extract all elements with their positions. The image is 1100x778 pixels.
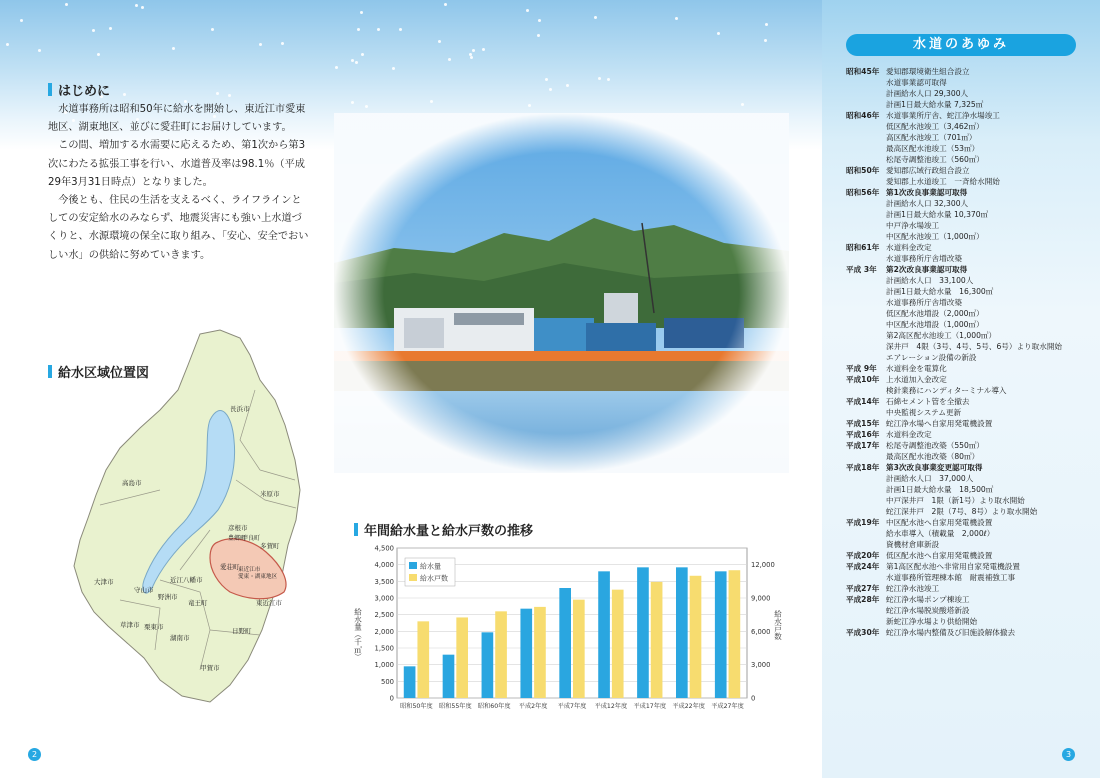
intro-paragraph: 水道事務所は昭和50年に給水を開始し、東近江市愛東地区、湖東地区、並びに愛荘町にお届けしています。 (48, 104, 306, 134)
history-era (846, 121, 886, 132)
map-label: 多賀町 (260, 542, 280, 550)
history-row (846, 572, 1086, 583)
bar-households (729, 570, 741, 698)
sparkle (472, 49, 475, 52)
map-label: 高島市 (122, 479, 142, 487)
history-text: 計画1日最大給水量 10,370㎥ (886, 210, 989, 219)
history-era (846, 275, 886, 286)
heading-marker (48, 83, 52, 96)
history-era: 平成14年 (846, 397, 880, 406)
sparkle (65, 3, 68, 6)
sparkle (228, 94, 231, 97)
sparkle (444, 3, 447, 6)
history-era: 平成20年 (846, 551, 880, 560)
map-label: 草津市 (120, 621, 140, 629)
history-era (846, 132, 886, 143)
history-era (846, 352, 886, 363)
history-row (846, 176, 1086, 187)
history-row (846, 308, 1086, 319)
bar-supply-volume (559, 588, 571, 698)
history-row (846, 253, 1086, 264)
y-tick-label-left: 2,000 (374, 627, 394, 636)
sparkle (109, 27, 112, 30)
bar-households (456, 617, 468, 698)
x-tick-label: 昭和50年度 (400, 703, 433, 710)
sparkle (335, 66, 338, 69)
history-text: 第2次改良事業認可取得 (886, 265, 968, 274)
map-label: 豊郷町 (228, 535, 247, 542)
history-row (846, 528, 1086, 539)
history-list (846, 66, 1086, 638)
y-tick-label-right: 9,000 (751, 594, 771, 603)
map-label: 東近江市 (256, 599, 282, 607)
page-number-left: 2 (28, 748, 41, 761)
history-row (846, 198, 1086, 209)
y-tick-label-left: 1,500 (374, 644, 394, 653)
history-text: 資機材倉庫新設 (886, 540, 940, 549)
history-era (846, 616, 886, 627)
sparkle (549, 88, 552, 91)
history-text: 第1次改良事業認可取得 (886, 188, 968, 197)
sparkle (607, 78, 610, 81)
history-era (846, 605, 886, 616)
history-row (846, 473, 1086, 484)
history-text: 第1高区配水池へ非常用自家発電機設置 (886, 562, 1020, 571)
history-era (846, 286, 886, 297)
legend-label-supply: 給水量 (420, 562, 441, 571)
chart-title: 年間給水量と給水戸数の推移 (364, 524, 534, 539)
history-era: 平成19年 (846, 518, 880, 527)
bar-supply-volume (482, 632, 494, 698)
history-era (846, 539, 886, 550)
history-era (846, 231, 886, 242)
history-row (846, 231, 1086, 242)
map-label: 東近江市 愛東・湖東地区 (238, 567, 278, 580)
history-row (846, 132, 1086, 143)
sparkle (135, 4, 138, 7)
prefecture-shape (74, 330, 300, 702)
history-era (846, 484, 886, 495)
intro-heading-text: はじめに (58, 84, 111, 99)
sparkle (123, 93, 126, 96)
map-label: 米原市 (260, 490, 280, 498)
x-tick-label: 平成22年度 (672, 703, 705, 710)
history-era: 平成16年 (846, 430, 880, 439)
sparkle (92, 29, 95, 32)
history-text: 蛇江浄水場内整備及び旧施設解体撤去 (886, 628, 1016, 637)
history-era: 昭和61年 (846, 243, 880, 252)
bar-supply-volume (443, 655, 455, 698)
y-tick-label-right: 12,000 (751, 561, 775, 570)
history-text: 最高区配水池改築（80㎥） (886, 452, 980, 461)
history-text: 水道料金を電算化 (886, 364, 947, 373)
sparkle (598, 77, 601, 80)
legend-label-households: 給水戸数 (420, 574, 448, 583)
history-era: 昭和46年 (846, 111, 880, 120)
y-axis-title-right: 給水戸数 (773, 610, 783, 640)
history-row (846, 484, 1086, 495)
history-row (846, 616, 1086, 627)
history-row (846, 88, 1086, 99)
history-era (846, 341, 886, 352)
sparkle (675, 17, 678, 20)
history-text: 蛇江浄水池竣工 (886, 584, 940, 593)
history-text: 検針業務にハンディターミナル導入 (886, 386, 1007, 395)
sparkle (528, 104, 531, 107)
history-era (846, 176, 886, 187)
y-tick-label-left: 0 (389, 694, 394, 703)
history-row (846, 627, 1086, 638)
history-row (846, 187, 1086, 198)
history-text: 計画給水人口 29,300人 (886, 89, 969, 98)
history-text: エアレーション設備の新設 (886, 353, 977, 362)
bar-supply-volume (404, 666, 416, 698)
history-text: 第3次改良事業変更認可取得 (886, 463, 983, 472)
x-tick-label: 平成7年度 (557, 703, 587, 710)
sparkle (717, 32, 720, 35)
sparkle (141, 6, 144, 9)
history-text: 中区配水池竣工（1,000㎥） (886, 232, 984, 241)
sparkle (361, 53, 364, 56)
history-text: 最高区配水池竣工（53㎥） (886, 144, 980, 153)
history-text: 水道事務所管理棟本館 耐震補強工事 (886, 573, 1016, 582)
heading-marker (48, 365, 52, 378)
history-row (846, 66, 1086, 77)
sparkle (430, 100, 433, 103)
history-text: 愛知郡上水道竣工 一斉給水開始 (886, 177, 1000, 186)
bar-households (495, 611, 507, 698)
history-era (846, 330, 886, 341)
y-tick-label-right: 0 (751, 694, 756, 703)
sparkle (281, 42, 284, 45)
history-text: 松尾寺調整池竣工（560㎥） (886, 155, 985, 164)
sparkle (172, 47, 175, 50)
history-text: 低区配水池竣工（3,462㎥） (886, 122, 984, 131)
y-tick-label-left: 500 (381, 677, 394, 686)
sparkle (545, 78, 548, 81)
history-era (846, 88, 886, 99)
history-text: 深井戸 4限（3号、4号、5号、6号）より取水開始 (886, 342, 1063, 351)
bar-supply-volume (637, 567, 649, 698)
map-label: 大津市 (94, 578, 114, 586)
sparkle (399, 28, 402, 31)
sparkle (538, 19, 541, 22)
x-tick-label: 平成12年度 (594, 703, 628, 710)
sparkle (765, 23, 768, 26)
intro-paragraph: 今後とも、住民の生活を支えるべく、ライフラインとしての安定給水のみならず、地震災害にも強い上水道づくりと、水源環境の保全に取り組み、「安心、安全でおいしい水」の供給に努めていきます。 (48, 195, 309, 261)
sparkle (351, 101, 354, 104)
sparkle (259, 43, 262, 46)
map-label: 日野町 (232, 627, 252, 635)
history-row (846, 264, 1086, 275)
history-row (846, 154, 1086, 165)
bar-supply-volume (715, 571, 727, 698)
y-tick-label-left: 1,000 (374, 661, 394, 670)
sparkle (365, 105, 368, 108)
sparkle (526, 9, 529, 12)
history-row (846, 352, 1086, 363)
y-tick-label-right: 6,000 (751, 627, 771, 636)
history-text: 新蛇江浄水場より供給開始 (886, 617, 978, 626)
map-label: 湖南市 (170, 634, 190, 642)
bar-supply-volume (520, 609, 532, 698)
chart-heading (354, 520, 533, 539)
history-row (846, 121, 1086, 132)
history-text: 上水道加入金改定 (886, 375, 947, 384)
history-text: 低区配水池へ自家用発電機設置 (886, 551, 993, 560)
sparkle (20, 19, 23, 22)
bar-households (651, 582, 663, 698)
sparkle (355, 61, 358, 64)
y-tick-label-left: 3,000 (374, 594, 394, 603)
history-row (846, 77, 1086, 88)
history-row (846, 110, 1086, 121)
history-era (846, 407, 886, 418)
sparkle (38, 49, 41, 52)
chart-svg (350, 540, 783, 720)
sparkle (216, 92, 219, 95)
history-era (846, 297, 886, 308)
y-tick-label-right: 3,000 (751, 661, 771, 670)
sparkle (537, 34, 540, 37)
map-label: 甲良町 (242, 535, 261, 542)
intro-heading (48, 80, 110, 99)
y-tick-label-left: 4,500 (374, 544, 394, 553)
history-row (846, 429, 1086, 440)
history-row (846, 517, 1086, 528)
history-text: 石綿セメント管を全撤去 (886, 397, 970, 406)
sparkle (211, 28, 214, 31)
history-row (846, 495, 1086, 506)
map-heading-text: 給水区域位置図 (58, 366, 150, 381)
history-era (846, 253, 886, 264)
history-text: 中央監視システム更新 (886, 408, 962, 417)
y-tick-label-left: 4,000 (374, 561, 394, 570)
sparkle (594, 16, 597, 19)
x-tick-label: 昭和55年度 (439, 703, 472, 710)
history-era: 平成 3年 (846, 265, 877, 274)
history-row (846, 297, 1086, 308)
history-era: 昭和56年 (846, 188, 880, 197)
history-row (846, 99, 1086, 110)
history-era (846, 528, 886, 539)
sparkle (566, 84, 569, 87)
history-era (846, 209, 886, 220)
history-era: 平成 9年 (846, 364, 877, 373)
history-text: 中戸深井戸 1限（新1号）より取水開始 (886, 496, 1025, 505)
history-era: 平成17年 (846, 441, 880, 450)
history-text: 水道事業認可取得 (886, 78, 947, 87)
map-label: 彦根市 (228, 524, 248, 532)
history-row (846, 286, 1086, 297)
history-era (846, 143, 886, 154)
map-label: 栗東市 (144, 623, 164, 631)
history-text: 水道料金改定 (886, 430, 932, 439)
history-era: 平成24年 (846, 562, 880, 571)
history-text: 高区配水池竣工（701㎥） (886, 133, 977, 142)
history-era: 平成30年 (846, 628, 880, 637)
history-row (846, 605, 1086, 616)
history-era (846, 220, 886, 231)
history-era: 平成28年 (846, 595, 880, 604)
history-row (846, 583, 1086, 594)
intro-paragraph: この間、増加する水需要に応えるため、第1次から第3次にわたる拡張工事を行い、水道普及率は98.1％（平成29年3月31日時点）となりました。 (48, 140, 306, 188)
bar-supply-volume (676, 567, 688, 698)
bar-households (612, 590, 624, 698)
y-tick-label-left: 3,500 (374, 577, 394, 586)
history-row (846, 550, 1086, 561)
sparkle (438, 40, 441, 43)
history-era (846, 385, 886, 396)
sparkle (357, 28, 360, 31)
x-tick-label: 平成17年度 (633, 703, 667, 710)
history-era (846, 308, 886, 319)
sparkle (6, 43, 9, 46)
sparkle (470, 56, 473, 59)
supply-chart (350, 540, 783, 720)
history-row (846, 418, 1086, 429)
history-text: 給水車導入（積載量 2,000ℓ） (886, 529, 995, 538)
sparkle (351, 59, 354, 62)
sparkle (741, 103, 744, 106)
history-era (846, 495, 886, 506)
history-era: 平成27年 (846, 584, 880, 593)
history-row (846, 385, 1086, 396)
water-plant-photo (334, 113, 789, 473)
history-era (846, 198, 886, 209)
history-row (846, 319, 1086, 330)
bar-households (534, 607, 546, 698)
sparkle (377, 28, 380, 31)
x-tick-label: 平成2年度 (518, 703, 548, 710)
history-title: 水道のあゆみ (846, 34, 1076, 56)
history-era: 平成10年 (846, 375, 880, 384)
sparkle (482, 48, 485, 51)
map-label: 近江八幡市 (170, 576, 203, 584)
history-text: 中戸浄水場竣工 (886, 221, 940, 230)
intro-text (48, 101, 310, 265)
bar-households (573, 600, 585, 698)
history-era: 平成15年 (846, 419, 880, 428)
history-text: 水道事務所庁舎増改築 (886, 254, 962, 263)
history-text: 中区配水池へ自家用発電機設置 (886, 518, 993, 527)
y-tick-label-left: 2,500 (374, 611, 394, 620)
history-era (846, 451, 886, 462)
legend-swatch-supply (409, 562, 417, 569)
history-row (846, 165, 1086, 176)
history-row (846, 440, 1086, 451)
sparkle (392, 67, 395, 70)
history-era: 昭和50年 (846, 166, 880, 175)
history-era (846, 319, 886, 330)
history-row (846, 451, 1086, 462)
sparkle (764, 39, 767, 42)
map-label: 野洲市 (158, 593, 178, 601)
history-row (846, 220, 1086, 231)
history-row (846, 275, 1086, 286)
history-row (846, 363, 1086, 374)
history-text: 愛知郡広域行政組合設立 (886, 166, 970, 175)
sparkle (448, 58, 451, 61)
history-row (846, 341, 1086, 352)
page-number-right: 3 (1062, 748, 1075, 761)
history-row (846, 506, 1086, 517)
heading-marker (354, 523, 358, 536)
history-row (846, 374, 1086, 385)
history-text: 計画給水人口 33,100人 (886, 276, 974, 285)
history-text: 第2高区配水池竣工（1,000㎥） (886, 331, 997, 340)
map-label: 竜王町 (188, 599, 208, 607)
history-text: 松尾寺調整池改築（550㎥） (886, 441, 985, 450)
history-era (846, 154, 886, 165)
history-text: 計画1日最大給水量 7,325㎥ (886, 100, 984, 109)
bar-households (690, 576, 702, 698)
history-text: 蛇江深井戸 2限（7号、8号）より取水開始 (886, 507, 1038, 516)
y-axis-title-left: 給水量（千㎥） (353, 608, 363, 661)
history-row (846, 209, 1086, 220)
history-era: 昭和45年 (846, 67, 880, 76)
service-area-map (60, 330, 310, 710)
history-era (846, 473, 886, 484)
bar-supply-volume (598, 571, 610, 698)
history-row (846, 330, 1086, 341)
history-era (846, 77, 886, 88)
history-row (846, 594, 1086, 605)
history-row (846, 462, 1086, 473)
x-tick-label: 平成27年度 (711, 703, 744, 710)
history-text: 中区配水池増設（1,000㎥） (886, 320, 984, 329)
history-era: 平成18年 (846, 463, 880, 472)
history-text: 水道事務所庁舎増改築 (886, 298, 962, 307)
history-era (846, 99, 886, 110)
sparkle (97, 53, 100, 56)
map-label: 守山市 (134, 586, 154, 594)
history-row (846, 539, 1086, 550)
history-row (846, 561, 1086, 572)
history-text: 愛知郡環境衛生組合設立 (886, 67, 970, 76)
history-text: 蛇江浄水場ポンプ棟竣工 (886, 595, 970, 604)
map-label: 愛荘町 (220, 563, 240, 571)
history-text: 水道料金改定 (886, 243, 932, 252)
history-text: 水道事業所庁舎、蛇江浄水場竣工 (886, 111, 1000, 120)
history-era (846, 572, 886, 583)
history-row (846, 407, 1086, 418)
history-text: 蛇江浄水場脱炭酸塔新設 (886, 606, 970, 615)
bar-households (417, 621, 429, 698)
history-text: 計画1日最大給水量 18,500㎥ (886, 485, 994, 494)
history-text: 計画1日最大給水量 16,300㎥ (886, 287, 994, 296)
history-row (846, 242, 1086, 253)
legend-swatch-households (409, 574, 417, 581)
x-tick-label: 昭和60年度 (477, 703, 511, 710)
map-label: 甲賀市 (200, 664, 220, 672)
history-row (846, 143, 1086, 154)
history-text: 蛇江浄水場へ自家用発電機設置 (886, 419, 993, 428)
sparkle (360, 11, 363, 14)
history-text: 計画給水人口 32,300人 (886, 199, 969, 208)
history-text: 計画給水人口 37,000人 (886, 474, 974, 483)
history-row (846, 396, 1086, 407)
map-label: 長浜市 (230, 405, 250, 413)
history-era (846, 506, 886, 517)
history-text: 低区配水池増設（2,000㎥） (886, 309, 984, 318)
